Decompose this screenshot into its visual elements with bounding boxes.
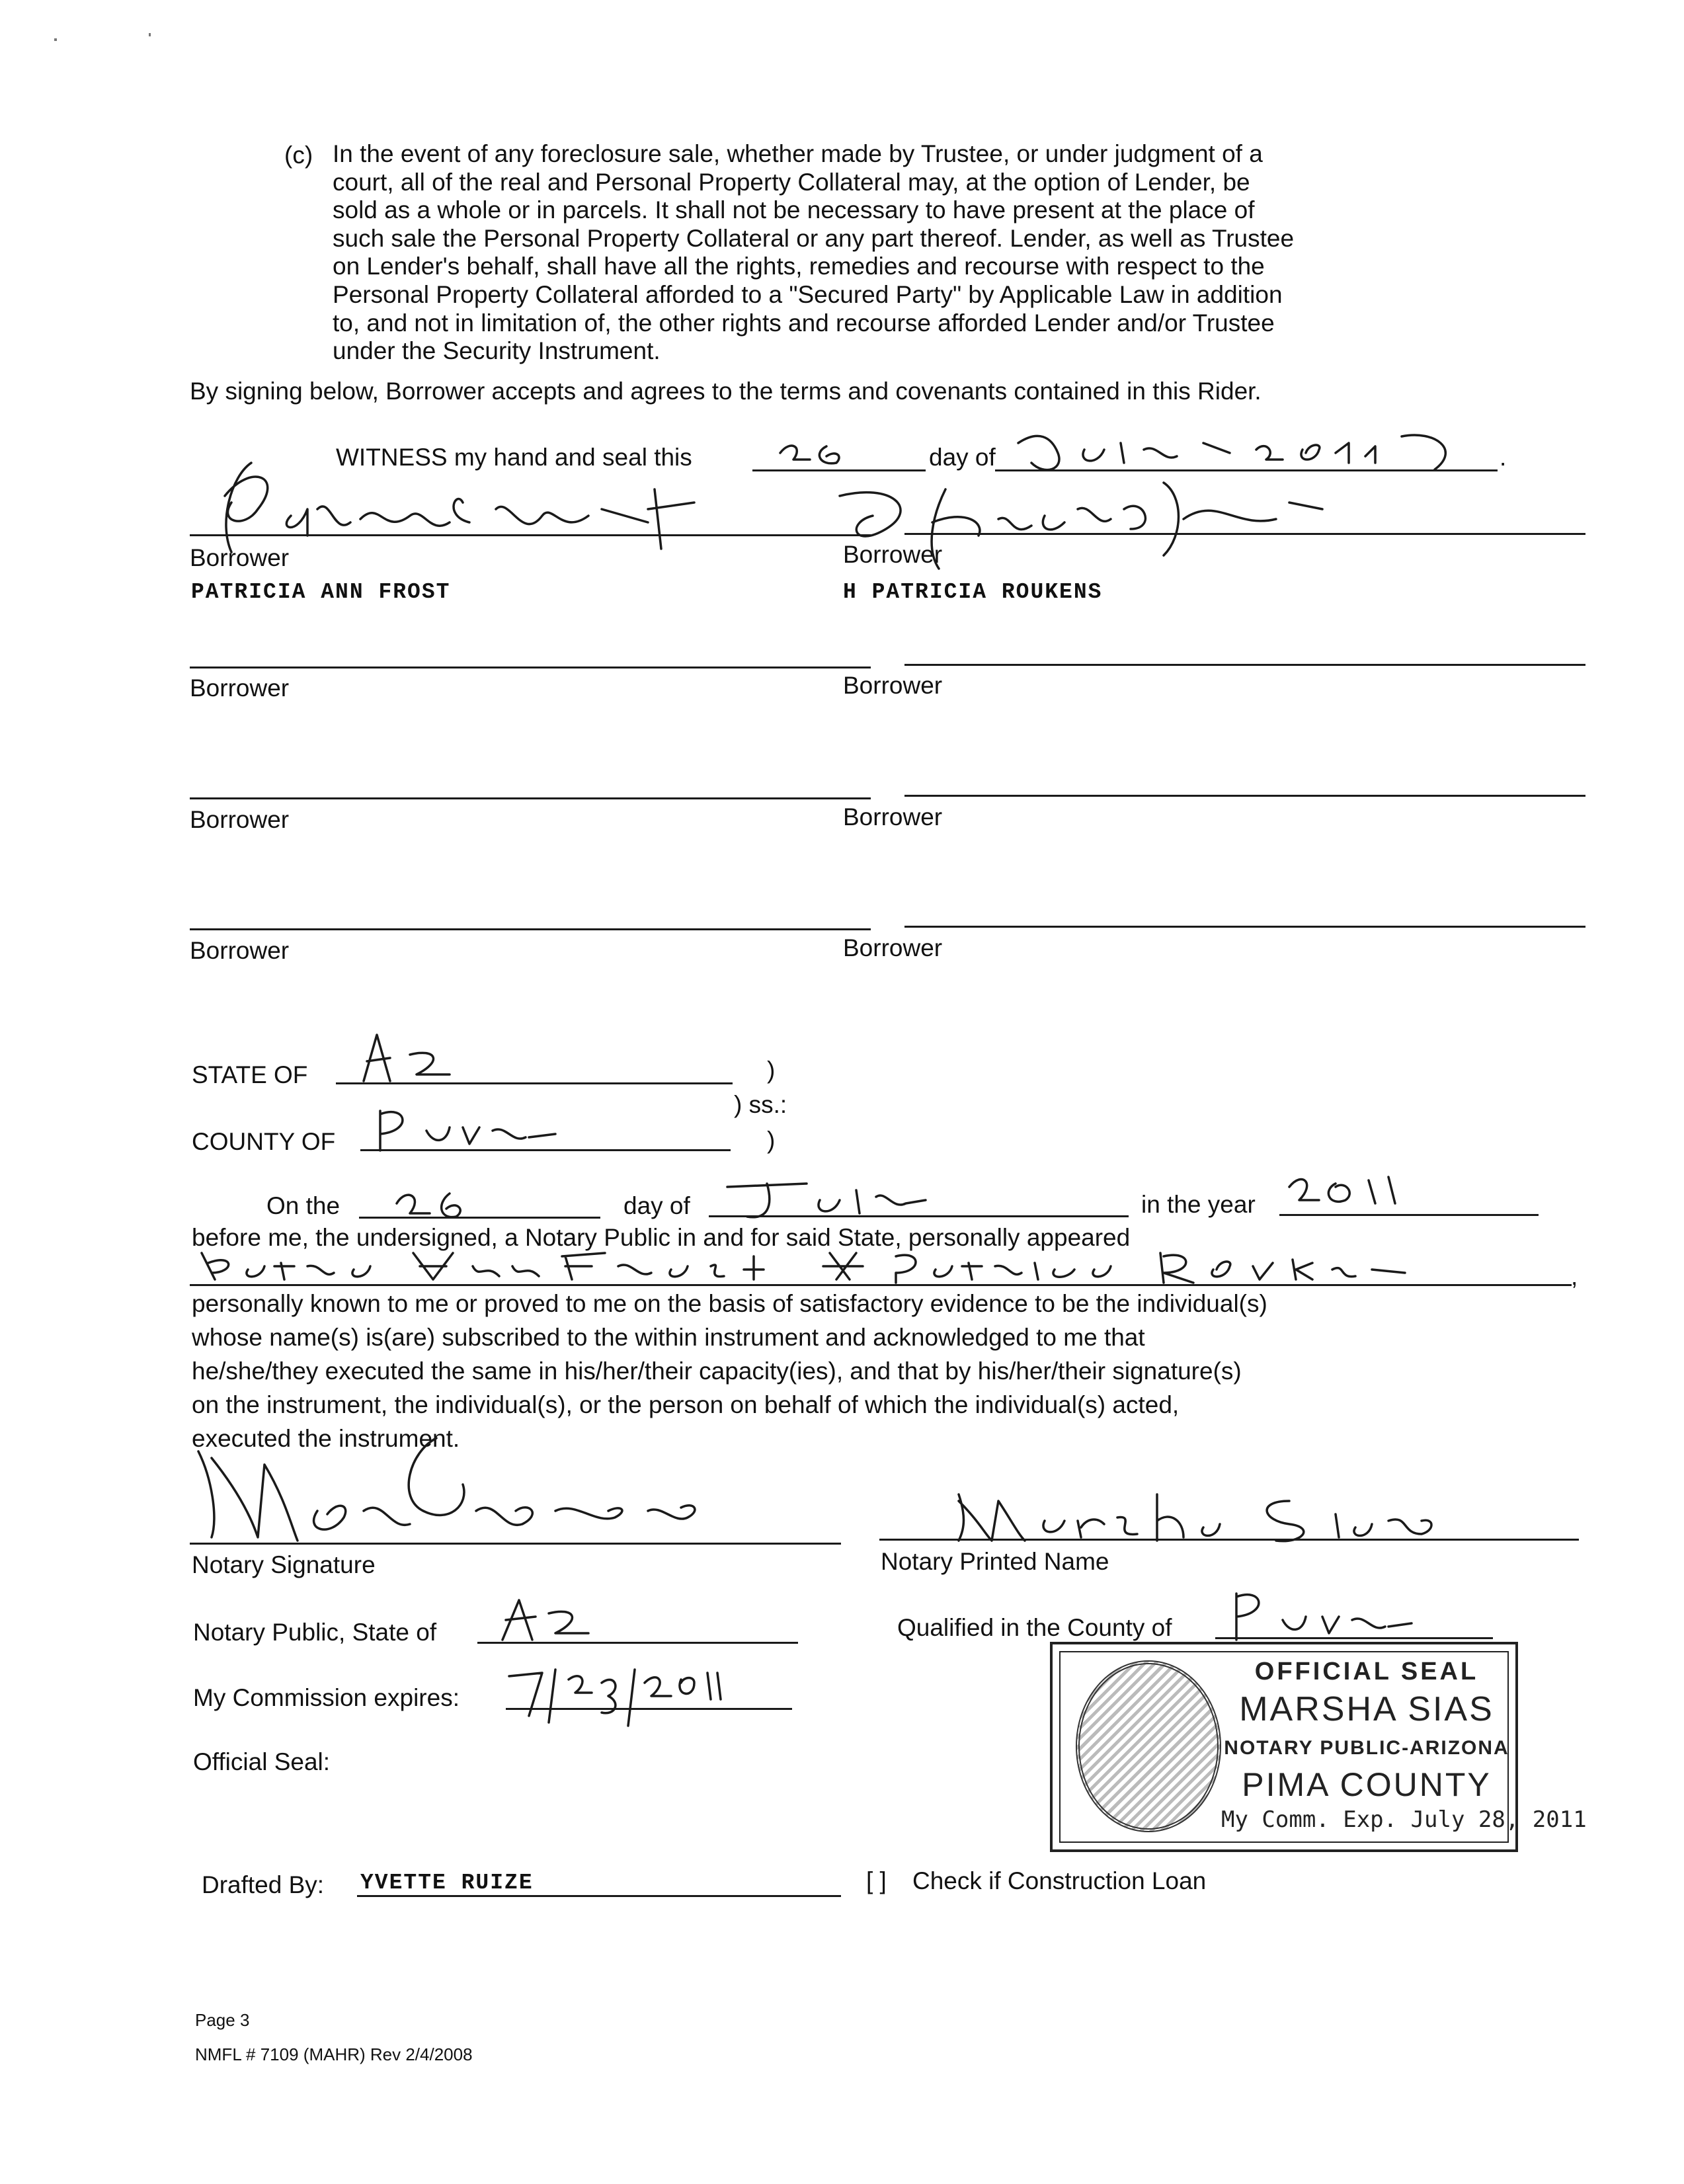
- notary-printed-name-handwriting: [945, 1481, 1461, 1547]
- venue-paren-top: ): [767, 1057, 776, 1084]
- scan-speck: [54, 38, 57, 41]
- ack-year-handwriting: [1283, 1164, 1415, 1217]
- construction-loan-label: Check if Construction Loan: [912, 1867, 1207, 1894]
- witness-prefix: WITNESS my hand and seal this: [336, 444, 692, 471]
- borrower-1-name: PATRICIA ANN FROST: [191, 580, 451, 604]
- borrower-4-label: Borrower: [843, 672, 943, 699]
- clause-line: such sale the Personal Property Collateral or any part thereof. Lender, as well as Trustee: [333, 224, 1295, 252]
- notary-county-label: Qualified in the County of: [897, 1614, 1172, 1641]
- borrower-2-signature: [813, 456, 1342, 582]
- construction-loan-checkbox[interactable]: [ ]: [866, 1867, 887, 1894]
- seal-expiry: My Comm. Exp. July 28, 2011: [1221, 1806, 1587, 1833]
- clause-c-text: [333, 140, 1294, 366]
- witness-day-of: day of: [929, 444, 996, 471]
- seal-county: PIMA COUNTY: [1242, 1766, 1492, 1803]
- notary-signature: [185, 1425, 727, 1551]
- borrower-7-signature-line: [190, 928, 871, 930]
- ack-in-the-year: in the year: [1141, 1191, 1256, 1218]
- ack-before-me: before me, the undersigned, a Notary Public in and for said State, personally appeared: [192, 1224, 1131, 1251]
- official-seal-label: Official Seal:: [193, 1748, 331, 1775]
- on-the-label: On the: [266, 1192, 341, 1219]
- seal-subtitle: NOTARY PUBLIC-ARIZONA: [1224, 1737, 1509, 1759]
- notary-printed-name-label: Notary Printed Name: [881, 1548, 1109, 1575]
- clause-line: on Lender's behalf, shall have all the rights, remedies and recourse with respect to the: [333, 253, 1265, 280]
- borrower-6-label: Borrower: [843, 803, 943, 830]
- ack-line: whose name(s) is(are) subscribed to the within instrument and acknowledged to me that: [192, 1324, 1145, 1351]
- borrower-7-label: Borrower: [190, 937, 290, 964]
- clause-label: (c): [284, 142, 313, 169]
- clause-line: court, all of the real and Personal Property Collateral may, at the option of Lender, be: [333, 168, 1250, 196]
- form-id: NMFL # 7109 (MAHR) Rev 2/4/2008: [195, 2044, 473, 2064]
- ack-comma: ,: [1571, 1263, 1578, 1290]
- county-label: COUNTY OF: [192, 1128, 336, 1155]
- notary-county-handwriting: [1217, 1584, 1415, 1643]
- borrower-4-signature-line: [904, 664, 1585, 666]
- state-label: STATE OF: [192, 1061, 308, 1088]
- appeared-names-handwriting: [195, 1243, 1451, 1289]
- borrower-3-label: Borrower: [190, 674, 290, 702]
- page-number: Page 3: [195, 2010, 250, 2030]
- borrower-8-signature-line: [904, 926, 1585, 928]
- borrower-6-signature-line: [904, 795, 1585, 797]
- scan-speck: [149, 33, 151, 36]
- arizona-state-seal-icon: [1076, 1660, 1221, 1832]
- acceptance-statement: By signing below, Borrower accepts and agrees to the terms and covenants contained in this Rider.: [190, 378, 1262, 405]
- borrower-5-signature-line: [190, 797, 871, 799]
- borrower-5-label: Borrower: [190, 806, 290, 833]
- venue-ss: ) ss.:: [734, 1091, 787, 1118]
- ack-line: personally known to me or proved to me on the basis of satisfactory evidence to be the individual(s): [192, 1290, 1267, 1317]
- borrower-2-name: H PATRICIA ROUKENS: [843, 580, 1103, 604]
- borrower-8-label: Borrower: [843, 934, 943, 961]
- venue-paren-bottom: ): [767, 1127, 776, 1154]
- clause-line: Personal Property Collateral afforded to a "Secured Party" by Applicable Law in addition: [333, 280, 1283, 308]
- ack-month-handwriting: [714, 1174, 932, 1227]
- clause-line: sold as a whole or in parcels. It shall not be necessary to have present at the place of: [333, 196, 1255, 224]
- seal-title: OFFICIAL SEAL: [1254, 1658, 1479, 1685]
- notary-state-handwriting: [483, 1594, 628, 1646]
- drafted-by-name: YVETTE RUIZE: [360, 1871, 534, 1895]
- notary-state-label: Notary Public, State of: [193, 1619, 437, 1646]
- commission-date-handwriting: [502, 1656, 727, 1729]
- commission-expires-label: My Commission expires:: [193, 1684, 460, 1711]
- notary-seal-stamp: [1050, 1642, 1587, 1852]
- borrower-3-signature-line: [190, 667, 871, 668]
- clause-line: under the Security Instrument.: [333, 337, 661, 365]
- ack-day-handwriting: [390, 1177, 522, 1223]
- clause-line: to, and not in limitation of, the other rights and recourse afforded Lender and/or Trustee: [333, 309, 1275, 337]
- notary-signature-label: Notary Signature: [192, 1551, 376, 1578]
- ack-line: on the instrument, the individual(s), or the person on behalf of which the individual(s) acted,: [192, 1391, 1180, 1418]
- borrower-2-label: Borrower: [843, 541, 943, 568]
- witness-period: .: [1500, 444, 1507, 471]
- ack-day-of: day of: [623, 1192, 690, 1219]
- clause-line: In the event of any foreclosure sale, whether made by Trustee, or under judgment of a: [333, 140, 1263, 167]
- ack-line: he/she/they executed the same in his/her/their capacity(ies), and that by his/her/their signature(s): [192, 1357, 1242, 1385]
- ack-line: executed the instrument.: [192, 1425, 460, 1452]
- county-handwriting: [360, 1098, 559, 1157]
- borrower-1-label: Borrower: [190, 544, 290, 571]
- drafted-by-line: [357, 1895, 841, 1897]
- borrower-1-signature: [192, 436, 707, 569]
- drafted-by-label: Drafted By:: [202, 1871, 325, 1898]
- state-handwriting: [337, 1028, 496, 1088]
- seal-name: MARSHA SIAS: [1239, 1690, 1494, 1728]
